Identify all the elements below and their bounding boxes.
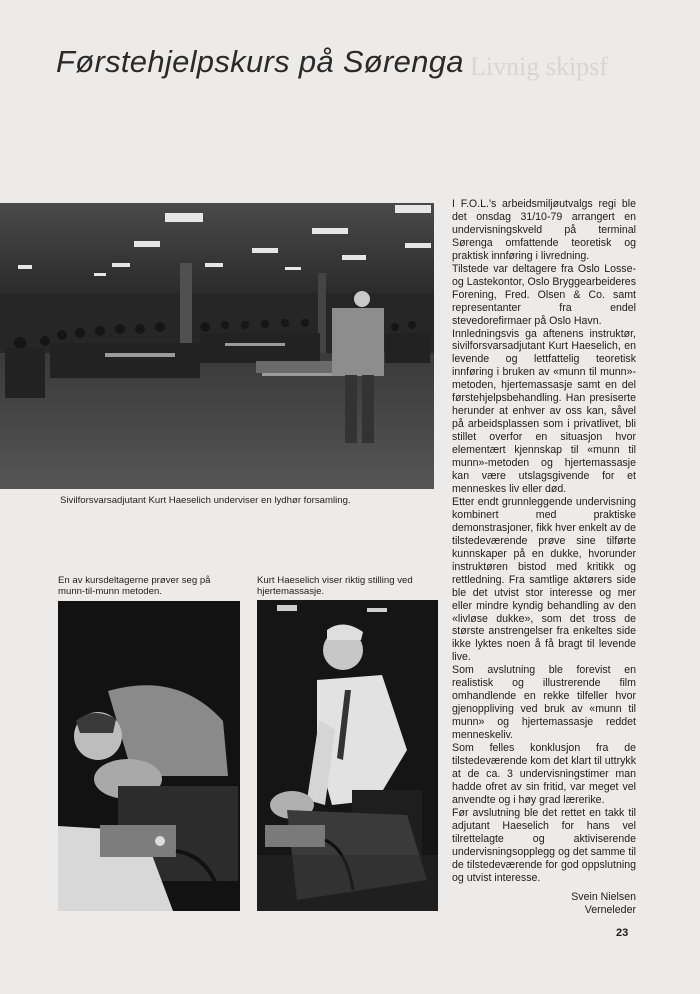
article-title: Førstehjelpskurs på Sørenga (56, 44, 464, 79)
bleed-through-heading: Livnig skipsf (470, 52, 608, 81)
right-photo-caption: Kurt Haeselich viser riktig stilling ved hjertemassasje. (257, 575, 413, 597)
signature-role: Verneleder (584, 904, 636, 916)
paragraph-1: I F.O.L.'s arbeidsmiljøutvalgs regi ble det onsdag 31/10-79 arrangert en undervisningskveld på terminal Sørenga omfattende teoretisk og praktisk innføring i livredning. (452, 198, 636, 262)
paragraph-5: Som avslutning ble forevist en realistisk og illustrerende film omhandlende en rekke tilfeller hvor gjenoppliving ved bruk av «munn til munn» og hjertemassasje reddet menneskeliv. (452, 664, 636, 742)
paragraph-7: Før avslutning ble det rettet en takk til adjutant Haeselich for hans vel tilrettelagte og aktiviserende undervisningsopplegg og det samme til de tilstedeværende for god oppslutning og utvist interesse. (452, 806, 636, 884)
signature-name: Svein Nielsen (571, 891, 636, 903)
main-photo-classroom (0, 203, 434, 489)
left-photo-mouth-to-mouth (58, 601, 240, 911)
main-photo-caption: Sivilforsvarsadjutant Kurt Haeselich underviser en lydhør forsamling. (60, 495, 351, 506)
right-photo-chest-compression (257, 600, 438, 911)
article-body (452, 198, 636, 885)
paragraph-6: Som felles konklusjon fra de tilstedeværende kom det klart til uttrykk at de ca. 3 undervisningstimer man hadde ofret av sin fritid, var meget vel anvendte og i høy grad lærerike. (452, 742, 636, 806)
page-number: 23 (616, 927, 629, 939)
paragraph-3: Innledningsvis ga aftenens instruktør, sivilforsvarsadjutant Kurt Haeselich, en levende og lettfattelig teoretisk innføring i bruken av «munn til munn»-metoden, hjertemassasje samt en del førstehjelpsbehandling. Han presiserte herunder at enhver av oss kan, såvel på arbeidsplassen som i privatlivet, bli stillet overfor en situasjon hvor elementært kjennskap til «munn til munn»-metoden og hjertemassasje kan være utslagsgivende for et menneskes liv eller død. (452, 327, 636, 495)
left-photo-caption: En av kursdeltagerne prøver seg på munn-til-munn metoden. (58, 575, 211, 597)
paragraph-2: Tilstede var deltagere fra Oslo Losse- og Lastekontor, Oslo Bryggearbeideres Forening, Fred. Olsen & Co. samt representanter fra endel stevedorefirmaer på Oslo Havn. (452, 262, 636, 327)
paragraph-4: Etter endt grunnleggende undervisning kombinert med praktiske demonstrasjoner, fikk hver enkelt av de tilstedeværende prøve sine tilførte kunnskaper på en dukke, hvorunder instruktøren bistod med kritikk og rettledning. Fra samtlige aktørers side ble det utvist stor interesse og mer eller mindre kyndig behandling av den «livløse dukke», som det tross de største anstrengelser fra enkeltes side ikke lyktes noen å få bragt til levende live. (452, 495, 636, 664)
